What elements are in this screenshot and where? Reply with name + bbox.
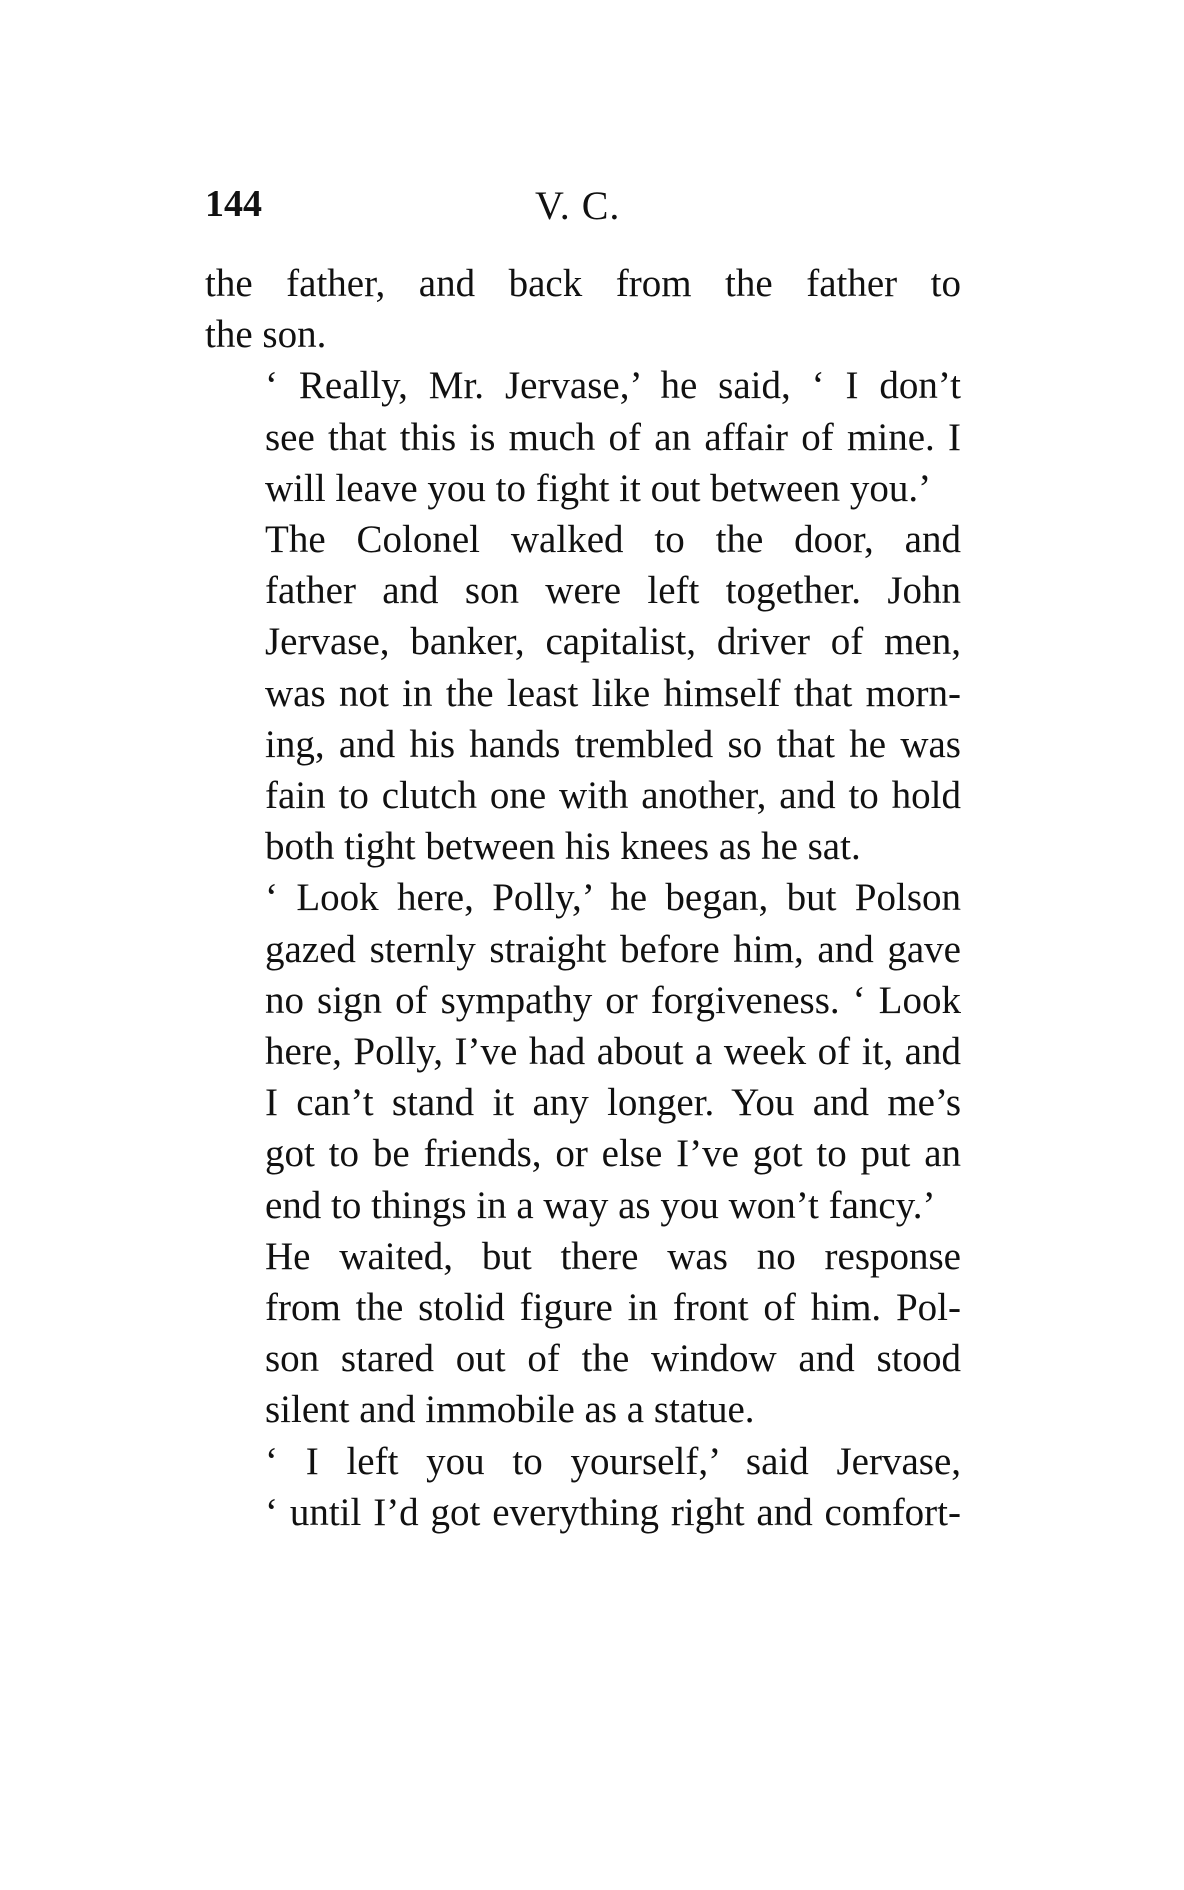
text-line: no sign of sympathy or forgiveness. ‘ Look: [265, 978, 961, 1022]
text-line: the son.: [205, 313, 327, 357]
text-line: both tight between his knees as he sat.: [265, 825, 861, 869]
text-line: here, Polly, I’ve had about a week of it, and: [265, 1030, 961, 1074]
text-line: see that this is much of an affair of mine. I: [265, 415, 961, 459]
paragraph: [205, 514, 961, 872]
text-line: ‘ Look here, Polly,’ he began, but Polson: [265, 876, 961, 920]
text-line: He waited, but there was no response: [265, 1234, 961, 1278]
text-line: The Colonel walked to the door, and: [265, 518, 961, 562]
text-line: ing, and his hands trembled so that he was: [265, 722, 961, 766]
paragraph: [205, 258, 961, 360]
text-line: father and son were left together. John: [265, 569, 961, 613]
text-line: gazed sternly straight before him, and gave: [265, 927, 961, 971]
text-line: the father, and back from the father to: [205, 262, 961, 305]
running-head: V. C.: [535, 183, 621, 228]
text-line: I can’t stand it any longer. You and me’s: [265, 1081, 961, 1125]
text-line: will leave you to fight it out between you.’: [265, 466, 932, 510]
text-line: Jervase, banker, capitalist, driver of men,: [265, 620, 961, 664]
body-text: [205, 258, 961, 1538]
text-line: fain to clutch one with another, and to hold: [265, 774, 961, 818]
text-line: ‘ Really, Mr. Jervase,’ he said, ‘ I don’t: [265, 364, 961, 408]
paragraph: [205, 1231, 961, 1436]
paragraph: [205, 872, 961, 1230]
text-line: from the stolid figure in front of him. Pol-: [265, 1286, 961, 1330]
paragraph: [205, 1436, 961, 1538]
text-line: ‘ I left you to yourself,’ said Jervase,: [265, 1439, 961, 1483]
text-line: silent and immobile as a statue.: [265, 1388, 755, 1432]
page-header: [205, 182, 961, 234]
text-line: got to be friends, or else I’ve got to put an: [265, 1132, 961, 1176]
text-line: son stared out of the window and stood: [265, 1337, 961, 1381]
paragraph: [205, 360, 961, 514]
text-line: was not in the least like himself that morn-: [265, 671, 961, 715]
text-line: ‘ until I’d got everything right and comfort-: [265, 1490, 961, 1534]
page-number: 144: [205, 183, 262, 225]
text-line: end to things in a way as you won’t fancy.’: [265, 1183, 936, 1227]
